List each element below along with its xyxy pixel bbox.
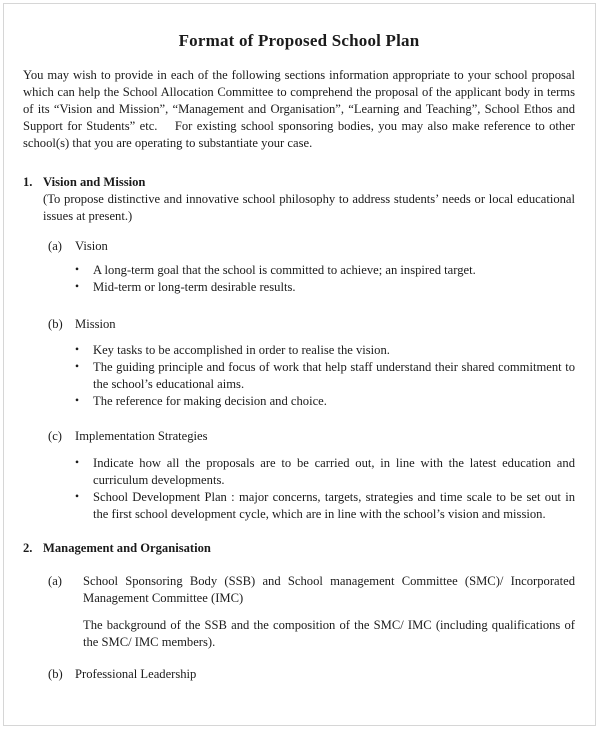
bullet-icon: •	[75, 395, 80, 407]
subsection-1a-label: (a)	[48, 239, 62, 253]
bullet-item	[75, 393, 575, 410]
section-1-title: Vision and Mission	[43, 175, 146, 189]
subsection-1c-bullets	[23, 455, 575, 523]
bullet-text: Mid-term or long-term desirable results.	[93, 280, 296, 294]
subsection-1b-title: Mission	[75, 317, 116, 331]
bullet-icon: •	[75, 344, 80, 356]
subsection-1c-label: (c)	[48, 429, 62, 443]
bullet-item	[75, 359, 575, 393]
subsection-1b-label: (b)	[48, 317, 63, 331]
subsection-1c-row	[48, 428, 575, 445]
subsection-1a-row	[48, 238, 575, 255]
bullet-icon: •	[75, 491, 80, 503]
bullet-text: Key tasks to be accomplished in order to realise the vision.	[93, 343, 390, 357]
section-2-heading-row	[23, 540, 575, 557]
subsection-2a-row	[48, 573, 575, 607]
bullet-item	[75, 489, 575, 523]
section-1-note: (To propose distinctive and innovative school philosophy to address students’ needs or local educational issues at present.)	[43, 192, 575, 223]
subsection-2b-title: Professional Leadership	[75, 667, 197, 681]
bullet-item	[75, 279, 575, 296]
subsection-2a-paragraph: The background of the SSB and the composition of the SMC/ IMC (including qualifications of the SMC/ IMC members).	[83, 618, 575, 649]
subsection-2b-row	[48, 666, 575, 683]
bullet-text: School Development Plan : major concerns, targets, strategies and time scale to be set out in the first school development cycle, which are in line with the school’s vision and mission.	[93, 490, 575, 521]
bullet-icon: •	[75, 457, 80, 469]
bullet-icon: •	[75, 281, 80, 293]
bullet-text: Indicate how all the proposals are to be carried out, in line with the latest education and curriculum developments.	[93, 456, 575, 487]
document-title: Format of Proposed School Plan	[178, 31, 420, 50]
bullet-item	[75, 342, 575, 359]
intro-paragraph: You may wish to provide in each of the following sections information appropriate to your school proposal which can help the School Allocation Committee to comprehend the proposal of the applicant body in terms of its “Vision and Mission”, “Management and Organisation”, “Learning and Teaching”, School Ethos and Support for Students” etc. For existing school sponsoring bodies, you may also make reference to other school(s) that you are operating to substantiate your case.	[23, 68, 575, 150]
bullet-icon: •	[75, 264, 80, 276]
section-2-number: 2.	[23, 541, 33, 555]
subsection-1b-bullets	[23, 342, 575, 410]
bullet-text: A long-term goal that the school is committed to achieve; an inspired target.	[93, 263, 476, 277]
section-1-number: 1.	[23, 175, 33, 189]
bullet-item	[75, 262, 575, 279]
subsection-2b-label: (b)	[48, 667, 63, 681]
bullet-text: The reference for making decision and choice.	[93, 394, 327, 408]
document-page	[3, 3, 596, 726]
bullet-item	[75, 455, 575, 489]
subsection-1b-row	[48, 316, 575, 333]
subsection-1a-bullets	[23, 262, 575, 296]
subsection-2a-title: School Sponsoring Body (SSB) and School management Committee (SMC)/ Incorporated Management Committee (IMC)	[83, 574, 575, 605]
subsection-1a-title: Vision	[75, 239, 108, 253]
bullet-text: The guiding principle and focus of work that help staff understand their shared commitment to the school’s educational aims.	[93, 360, 575, 391]
section-2-title: Management and Organisation	[43, 541, 211, 555]
subsection-1c-title: Implementation Strategies	[75, 429, 208, 443]
subsection-2a-label: (a)	[48, 574, 62, 588]
bullet-icon: •	[75, 361, 80, 373]
section-1-heading-row	[23, 174, 575, 191]
